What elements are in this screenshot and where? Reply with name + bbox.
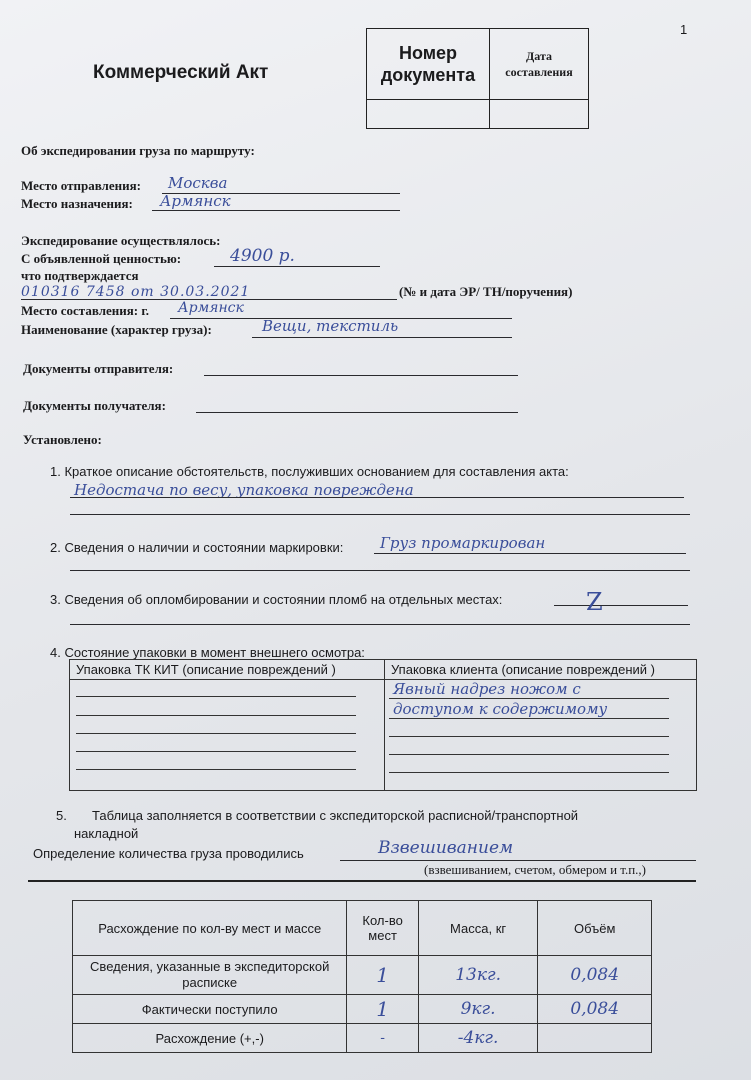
item-5-number: 5. — [56, 808, 67, 823]
place-label: Место составления: г. — [21, 303, 150, 318]
table-row — [73, 1024, 652, 1053]
pack-right-value-2: доступом к содержимому — [393, 700, 608, 718]
count-method-value: Взвешиванием — [378, 838, 514, 858]
row-volume: 0,084 — [538, 995, 652, 1024]
doc-date-label: Дата составления — [490, 29, 589, 100]
sender-docs-label: Документы отправителя: — [23, 361, 174, 376]
table-header-cell: Масса, кг — [418, 901, 538, 956]
count-method-note: (взвешиванием, счетом, обмером и т.п.,) — [424, 862, 647, 877]
item-2-label: 2. Сведения о наличии и состоянии маркировки: — [50, 540, 344, 555]
destination-label: Место назначения: — [21, 196, 133, 211]
route-heading: Об экспедировании груза по маршруту: — [21, 143, 255, 158]
row-label: Фактически поступило — [73, 995, 347, 1024]
pack-left-line-3 — [76, 733, 356, 734]
pack-left-line-4 — [76, 751, 356, 752]
established-label: Установлено: — [23, 432, 102, 447]
departure-value: Москва — [168, 174, 228, 192]
declared-value-label: С объявленной ценностью: — [21, 251, 182, 266]
cargo-name-label: Наименование (характер груза): — [21, 322, 212, 337]
pack-left-line-2 — [76, 715, 356, 716]
pack-right-line-2 — [389, 718, 669, 719]
item-5-text-line-1: Таблица заполняется в соответствии с экспедиторской расписной/транспортной — [92, 808, 579, 823]
item-4-label: 4. Состояние упаковки в момент внешнего осмотра: — [50, 645, 365, 660]
item-2-line-2 — [70, 570, 690, 571]
receiver-docs-line — [196, 412, 518, 413]
pack-right-line-1 — [389, 698, 669, 699]
doc-number-value — [367, 100, 490, 129]
departure-label: Место отправления: — [21, 178, 141, 193]
item-1-label: 1. Краткое описание обстоятельств, послуживших основанием для составления акта: — [50, 464, 569, 479]
section-divider — [28, 880, 696, 882]
pack-left-line-5 — [76, 769, 356, 770]
confirmed-label: что подтверждается — [21, 268, 139, 283]
declared-value: 4900 р. — [230, 246, 295, 266]
row-places: 1 — [347, 956, 418, 995]
declared-value-line — [214, 266, 380, 267]
item-1-line-1 — [70, 497, 684, 498]
pack-right-line-5 — [389, 772, 669, 773]
item-3-value: Z — [586, 588, 603, 616]
cargo-quantity-table — [72, 900, 652, 1053]
waybill-value: 010316 7458 от 30.03.2021 — [21, 284, 251, 300]
item-2-value: Груз промаркирован — [380, 534, 546, 552]
sender-docs-line — [204, 375, 518, 376]
row-label: Сведения, указанные в экспедиторской расписке — [73, 956, 347, 995]
count-method-label: Определение количества груза проводились — [33, 846, 304, 861]
table-row — [73, 995, 652, 1024]
pack-left-line-1 — [76, 696, 356, 697]
doc-number-label: Номер документа — [367, 29, 490, 100]
table-header-cell: Расхождение по кол-ву мест и массе — [73, 901, 347, 956]
place-value: Армянск — [178, 300, 244, 316]
row-volume — [538, 1024, 652, 1053]
cargo-name-value: Вещи, текстиль — [262, 317, 399, 335]
receiver-docs-label: Документы получателя: — [23, 398, 166, 413]
table-header-cell: Объём — [538, 901, 652, 956]
row-mass: 9кг. — [418, 995, 538, 1024]
destination-line — [152, 210, 400, 211]
item-3-line-1 — [554, 605, 688, 606]
doc-date-value — [490, 100, 589, 129]
row-mass: -4кг. — [418, 1024, 538, 1053]
row-places: 1 — [347, 995, 418, 1024]
document-number-box — [366, 28, 589, 129]
packaging-left-column — [70, 660, 385, 790]
destination-value: Армянск — [160, 192, 231, 210]
waybill-note: (№ и дата ЭР/ ТН/поручения) — [399, 284, 573, 299]
page-number: 1 — [680, 22, 688, 37]
pack-right-value-1: Явный надрез ножом с — [393, 680, 581, 698]
packaging-left-header: Упаковка ТК КИТ (описание повреждений ) — [70, 660, 384, 680]
item-5-text-line-2: накладной — [74, 826, 139, 841]
page-title: Коммерческий Акт — [93, 62, 269, 83]
pack-right-line-4 — [389, 754, 669, 755]
row-places: - — [347, 1024, 418, 1053]
packaging-right-column — [385, 660, 696, 790]
item-3-label: 3. Сведения об опломбировании и состоянии пломб на отдельных местах: — [50, 592, 503, 607]
item-1-value: Недостача по весу, упаковка повреждена — [74, 481, 414, 499]
table-header-cell: Кол-во мест — [347, 901, 418, 956]
pack-right-line-3 — [389, 736, 669, 737]
row-mass: 13кг. — [418, 956, 538, 995]
row-volume: 0,084 — [538, 956, 652, 995]
table-header-row — [73, 901, 652, 956]
row-label: Расхождение (+,-) — [73, 1024, 347, 1053]
expedition-label: Экспедирование осуществлялось: — [21, 233, 221, 248]
packaging-right-header: Упаковка клиента (описание повреждений ) — [385, 660, 696, 680]
item-1-line-2 — [70, 514, 690, 515]
item-2-line-1 — [374, 553, 686, 554]
table-row — [73, 956, 652, 995]
packaging-table — [69, 659, 697, 791]
count-method-line — [340, 860, 696, 861]
cargo-name-line — [252, 337, 512, 338]
item-3-line-2 — [70, 624, 690, 625]
